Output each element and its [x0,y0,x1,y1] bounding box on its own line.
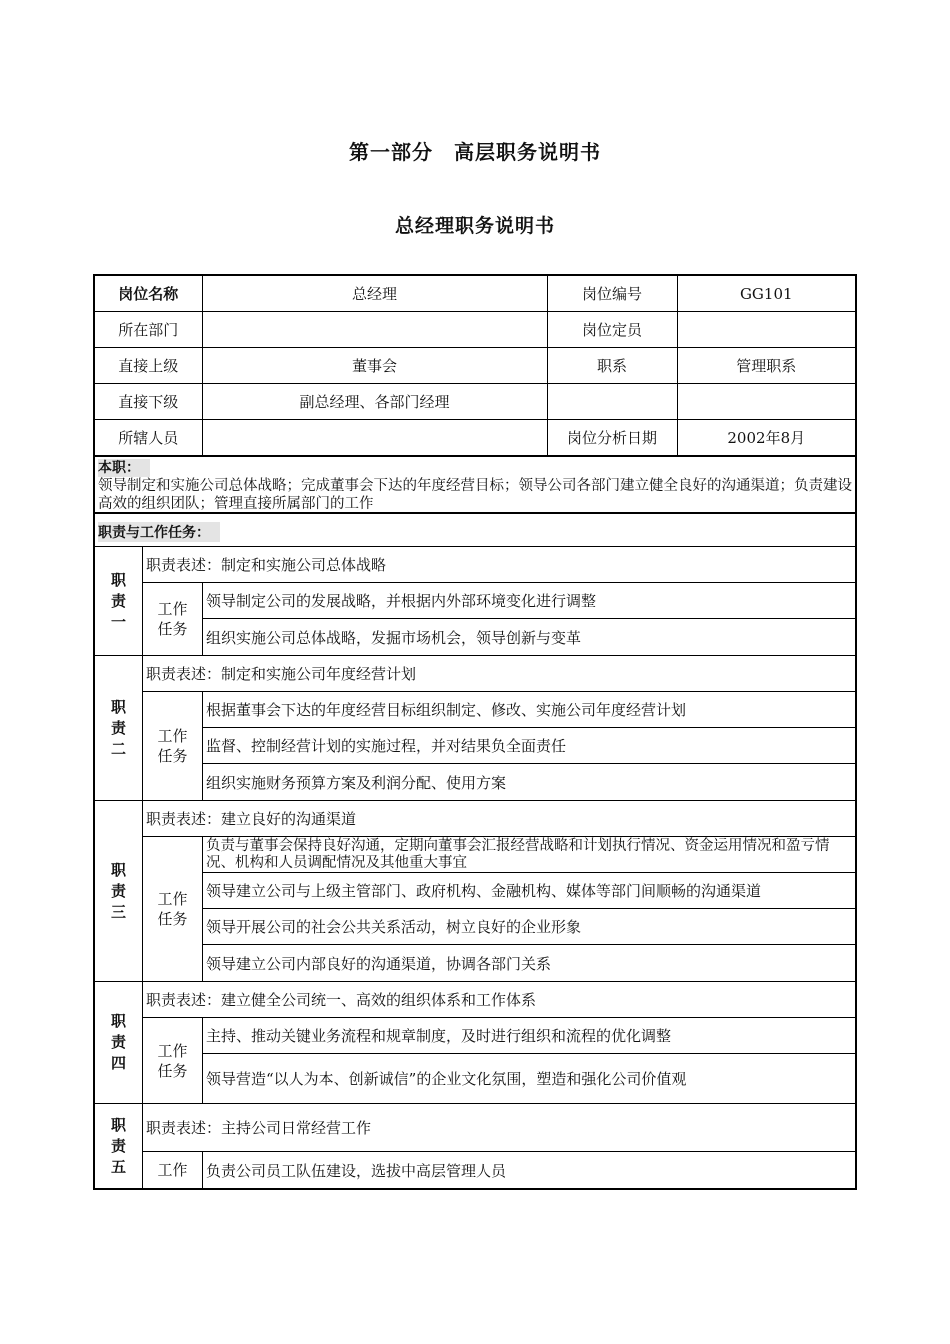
position-name-value: 总经理 [202,276,547,312]
department-label: 所在部门 [95,312,202,348]
duty-block [95,981,855,1103]
duty-block [95,546,855,655]
duty-block [95,1103,855,1188]
task-item: 领导营造“以人为本、创新诚信”的企业文化氛围，塑造和强化公司价值观 [206,1070,687,1088]
job-description-form [93,274,857,1190]
duties-heading: 职责与工作任务： [98,522,220,542]
info-row [95,312,855,348]
info-row [95,276,855,312]
task-label: 工作任务 [143,837,203,981]
task-item: 领导制定公司的发展战略，并根据内外部环境变化进行调整 [203,583,855,619]
part-title: 第一部分 高层职务说明书 [349,140,601,164]
position-code-label: 岗位编号 [547,276,677,312]
task-item: 组织实施公司总体战略，发掘市场机会，领导创新与变革 [206,628,582,647]
info-row [95,384,855,420]
duty-label: 职责三 [95,801,143,981]
task-item: 组织实施财务预算方案及利润分配、使用方案 [206,773,507,792]
task-item: 根据董事会下达的年度经营目标组织制定、修改、实施公司年度经营计划 [203,692,855,728]
duty-block [95,800,855,981]
direct-subordinate-label: 直接下级 [95,384,202,420]
department-value [202,312,547,348]
task-item: 负责与董事会保持良好沟通，定期向董事会汇报经营战略和计划执行情况、资金运用情况和盈亏情况、机构和人员调配情况及其他重大事宜 [203,837,855,873]
job-family-label: 职系 [547,348,677,384]
duty-block [95,655,855,800]
task-item: 领导开展公司的社会公共关系活动，树立良好的企业形象 [203,909,855,945]
direct-superior-value: 董事会 [202,348,547,384]
duty-label: 职责一 [95,547,143,655]
task-label: 工作任务 [143,1018,203,1103]
position-code-value: GG101 [677,276,855,312]
task-label: 工作任务 [143,583,203,655]
task-item: 负责公司员工队伍建设，选拔中高层管理人员 [206,1161,507,1180]
headcount-value [677,312,855,348]
task-item: 主持、推动关键业务流程和规章制度，及时进行组织和流程的优化调整 [203,1018,855,1054]
info-row [95,420,855,456]
info-row [95,348,855,384]
analysis-date-value: 2002年8月 [677,420,855,456]
duty-description: 职责表述：制定和实施公司年度经营计划 [143,656,855,692]
staff-label: 所辖人员 [95,420,202,456]
empty-cell [677,384,855,420]
empty-cell [547,384,677,420]
staff-value [202,420,547,456]
headcount-label: 岗位定员 [547,312,677,348]
core-duty-text: 领导制定和实施公司总体战略；完成董事会下达的年度经营目标；领导公司各部门建立健全良好的沟通渠道；负责建设高效的组织团队；管理直接所属部门的工作 [98,478,852,512]
position-info-table [95,276,855,456]
task-item: 领导建立公司内部良好的沟通渠道，协调各部门关系 [206,954,552,973]
direct-superior-label: 直接上级 [95,348,202,384]
duty-description: 职责表述：制定和实施公司总体战略 [143,547,855,583]
core-duty-label: 本职： [98,459,150,477]
task-item: 领导建立公司与上级主管部门、政府机构、金融机构、媒体等部门间顺畅的沟通渠道 [203,873,855,909]
analysis-date-label: 岗位分析日期 [547,420,677,456]
duties-heading-row [95,512,855,546]
task-label: 工作任务 [143,692,203,800]
duty-description: 职责表述：建立健全公司统一、高效的组织体系和工作体系 [143,982,855,1018]
position-name-label: 岗位名称 [95,276,202,312]
duty-label: 职责五 [95,1104,143,1188]
duty-label: 职责四 [95,982,143,1103]
core-duty-section [95,456,855,512]
task-label: 工作 [143,1152,203,1188]
direct-subordinate-value: 副总经理、各部门经理 [202,384,547,420]
duty-label: 职责二 [95,656,143,800]
task-item: 监督、控制经营计划的实施过程，并对结果负全面责任 [203,728,855,764]
document-title: 总经理职务说明书 [394,215,555,237]
job-family-value: 管理职系 [677,348,855,384]
duty-description: 职责表述：建立良好的沟通渠道 [143,801,855,837]
duty-description: 职责表述：主持公司日常经营工作 [143,1104,855,1152]
